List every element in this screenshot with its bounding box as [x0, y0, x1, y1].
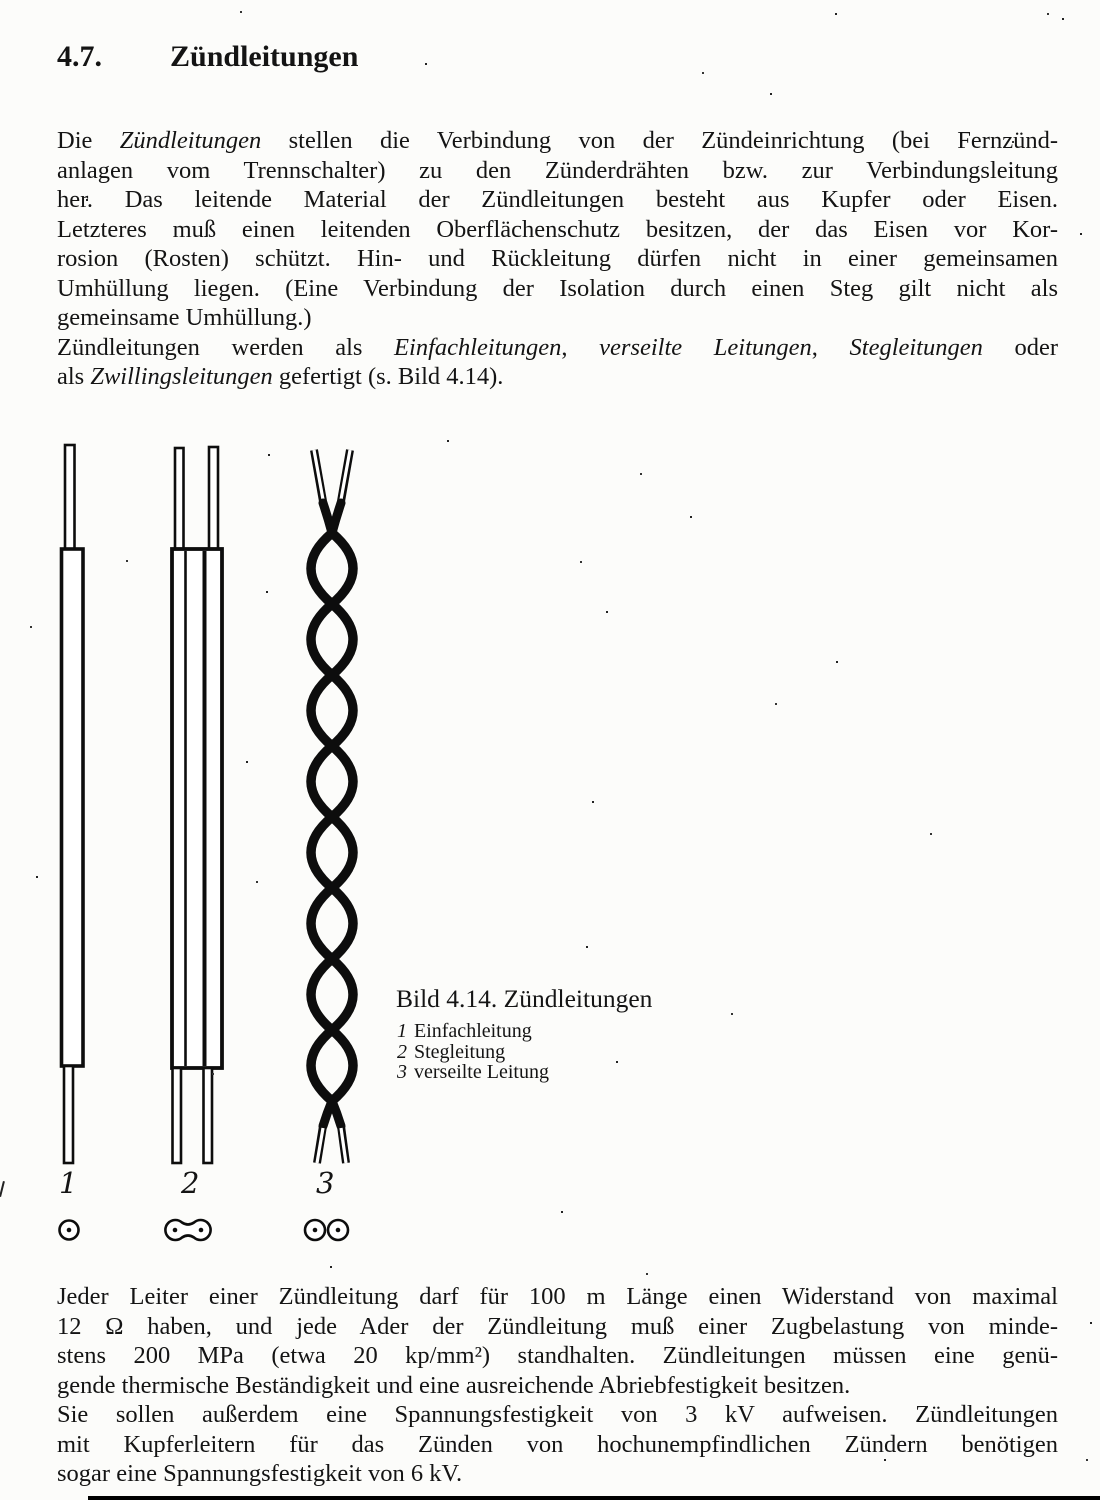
cable-stegleitung-drawing — [172, 447, 222, 1163]
text-run: stellen die Verbindung von der Zündeinrichtung (bei Fernzünd- — [261, 127, 1058, 154]
italic-run: Zündleitungen — [119, 127, 262, 154]
legend-label: Einfachleitung — [414, 1020, 532, 1042]
text-run: gefertigt (s. Bild 4.14). — [272, 363, 504, 390]
legend-number: 1 — [397, 1020, 407, 1042]
text-line: gende thermische Beständigkeit und eine ausreichende Abriebfestigkeit besitzen. — [57, 1371, 851, 1399]
text-line: sogar eine Spannungsfestigkeit von 6 kV. — [57, 1460, 463, 1487]
text-line: Jeder Leiter einer Zündleitung darf für 100 m Länge einen Widerstand von maximal — [57, 1283, 1058, 1310]
legend-number: 3 — [397, 1061, 407, 1083]
italic-run: Einfachleitungen — [394, 333, 562, 361]
legend-row — [397, 1021, 549, 1042]
legend-label: verseilte Leitung — [414, 1061, 549, 1083]
legend-number: 2 — [397, 1040, 407, 1063]
figure-item-number-2: 2 — [181, 1166, 200, 1200]
text-line: mit Kupferleitern für das Zünden von hochunempfindlichen Zündern benötigen — [57, 1430, 1058, 1458]
scan-artifact-bar — [88, 1496, 1100, 1500]
scan-speckles — [0, 0, 2, 2]
text-line: 12 Ω haben, und jede Ader der Zündleitung muß einer Zugbelastung von minde- — [57, 1312, 1058, 1340]
text-line: gemeinsame Umhüllung.) — [57, 304, 312, 331]
text-run: als — [57, 363, 91, 390]
text-run: , — [811, 333, 850, 361]
cable-verseilte-leitung-drawing — [311, 450, 353, 1163]
italic-run: Zwillingsleitungen — [90, 363, 273, 390]
web-joined-pair-section-icon — [165, 1220, 210, 1240]
section-title: Zündleitungen — [170, 40, 359, 73]
figure-caption: Bild 4.14. Zündleitungen — [396, 984, 653, 1013]
text-line: rosion (Rosten) schützt. Hin- und Rückleitung dürfen nicht in einer gemeinsamen — [57, 245, 1058, 272]
text-line: stens 200 MPa (etwa 20 kp/mm²) standhalten. Zündleitungen müssen eine genü- — [57, 1342, 1058, 1369]
section-number: 4.7. — [57, 40, 102, 73]
text-run: , — [561, 333, 600, 361]
figure-legend — [397, 1021, 549, 1083]
text-line: Umhüllung liegen. (Eine Verbindung der Isolation durch einen Steg gilt nicht als — [57, 274, 1058, 302]
cable-einfachleitung-drawing — [62, 445, 84, 1163]
text-run: Die — [57, 127, 120, 154]
text-line: Letzteres muß einen leitenden Oberflächenschutz besitzen, der das Eisen vor Kor- — [57, 215, 1058, 243]
twisted-pair-section-icon — [305, 1220, 348, 1240]
italic-run: verseilte Leitungen — [599, 333, 812, 361]
text-line: her. Das leitende Material der Zündleitungen besteht aus Kupfer oder Eisen. — [57, 186, 1058, 213]
text-run: oder — [982, 333, 1059, 361]
closing-text-block — [57, 1282, 1058, 1489]
legend-row — [397, 1042, 549, 1063]
italic-run: Stegleitungen — [849, 333, 983, 361]
figure-item-number-3: 3 — [316, 1166, 335, 1200]
text-run: Zündleitungen werden als — [57, 333, 395, 361]
legend-row — [397, 1062, 549, 1083]
single-core-section-icon — [60, 1221, 79, 1240]
text-line: anlagen vom Trennschalter) zu den Zünderdrähten bzw. zur Verbindungsleitung — [57, 156, 1058, 184]
legend-label: Stegleitung — [414, 1040, 506, 1063]
figure-item-number-1: 1 — [59, 1166, 78, 1200]
text-line: Sie sollen außerdem eine Spannungsfestigkeit von 3 kV aufweisen. Zündleitungen — [57, 1401, 1058, 1428]
